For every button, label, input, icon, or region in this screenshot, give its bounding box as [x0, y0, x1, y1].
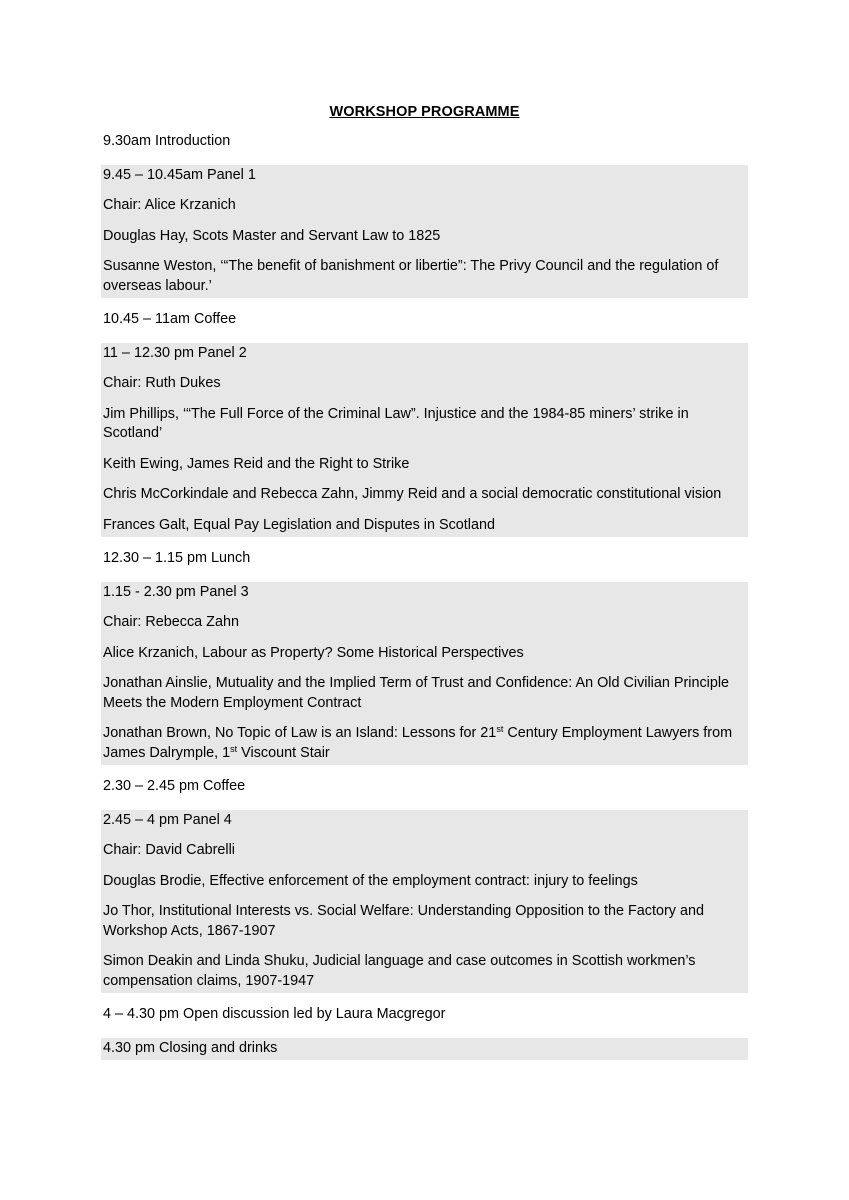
session-chair: Chair: Alice Krzanich — [103, 197, 236, 213]
programme-session-block — [101, 582, 748, 766]
programme-item: 12.30 – 1.15 pm Lunch — [103, 550, 251, 566]
session-paper: Douglas Hay, Scots Master and Servant Law to 1825 — [103, 227, 441, 244]
programme-item: 4.30 pm Closing and drinks — [103, 1039, 278, 1056]
programme-item: 10.45 – 11am Coffee — [103, 311, 237, 327]
programme-break-block — [101, 131, 748, 154]
superscript-text: st — [230, 743, 238, 754]
text-span: Century Employment Lawyers from James Dalrymple, 1 — [103, 725, 733, 761]
session-paper: Jim Phillips, ‘“The Full Force of the Criminal Law”. Injustice and the 1984-85 miners’ strike in Scotland’ — [103, 405, 689, 441]
page-title: WORKSHOP PROGRAMME — [329, 104, 520, 120]
session-paper — [101, 724, 748, 765]
programme-session-block — [101, 1038, 748, 1061]
programme-item: 2.30 – 2.45 pm Coffee — [103, 778, 246, 794]
superscript-text: st — [496, 724, 504, 734]
programme-item: 9.30am Introduction — [103, 133, 231, 149]
programme-break-block — [101, 1004, 748, 1027]
session-paper: Jo Thor, Institutional Interests vs. Social Welfare: Understanding Opposition to the Factory and Workshop Acts, 1867-1907 — [103, 903, 704, 939]
session-chair: Chair: Ruth Dukes — [103, 375, 221, 391]
session-heading: 1.15 - 2.30 pm Panel 3 — [103, 583, 249, 600]
session-paper: Chris McCorkindale and Rebecca Zahn, Jimmy Reid and a social democratic constitutional vision — [103, 486, 722, 502]
programme-list — [101, 131, 748, 1071]
session-paper: Alice Krzanich, Labour as Property? Some Historical Perspectives — [103, 644, 524, 661]
session-paper: Douglas Brodie, Effective enforcement of the employment contract: injury to feelings — [103, 872, 638, 889]
text-span: Viscount Stair — [237, 744, 330, 761]
session-heading: 9.45 – 10.45am Panel 1 — [103, 166, 256, 183]
session-paper: Simon Deakin and Linda Shuku, Judicial language and case outcomes in Scottish workmen’s compensation claims, 1907-1947 — [103, 953, 696, 989]
programme-session-block — [101, 810, 748, 994]
session-heading: 2.45 – 4 pm Panel 4 — [103, 811, 232, 828]
programme-break-block — [101, 548, 748, 571]
programme-item: 4 – 4.30 pm Open discussion led by Laura Macgregor — [103, 1006, 446, 1022]
session-heading: 11 – 12.30 pm Panel 2 — [103, 344, 247, 361]
programme-session-block — [101, 343, 748, 538]
session-paper: Jonathan Ainslie, Mutuality and the Implied Term of Trust and Confidence: An Old Civilian Principle Meets the Modern Employment Contract — [103, 675, 730, 711]
text-span: Jonathan Brown, No Topic of Law is an Island: Lessons for 21 — [103, 725, 497, 741]
session-paper: Susanne Weston, ‘“The benefit of banishment or libertie”: The Privy Council and the regulation of overseas labour.’ — [103, 258, 719, 294]
session-chair: Chair: Rebecca Zahn — [103, 614, 239, 630]
programme-break-block — [101, 309, 748, 332]
programme-session-block — [101, 165, 748, 299]
session-paper: Frances Galt, Equal Pay Legislation and Disputes in Scotland — [103, 516, 495, 533]
session-paper: Keith Ewing, James Reid and the Right to Strike — [103, 455, 410, 472]
session-chair: Chair: David Cabrelli — [103, 842, 235, 858]
programme-break-block — [101, 776, 748, 799]
